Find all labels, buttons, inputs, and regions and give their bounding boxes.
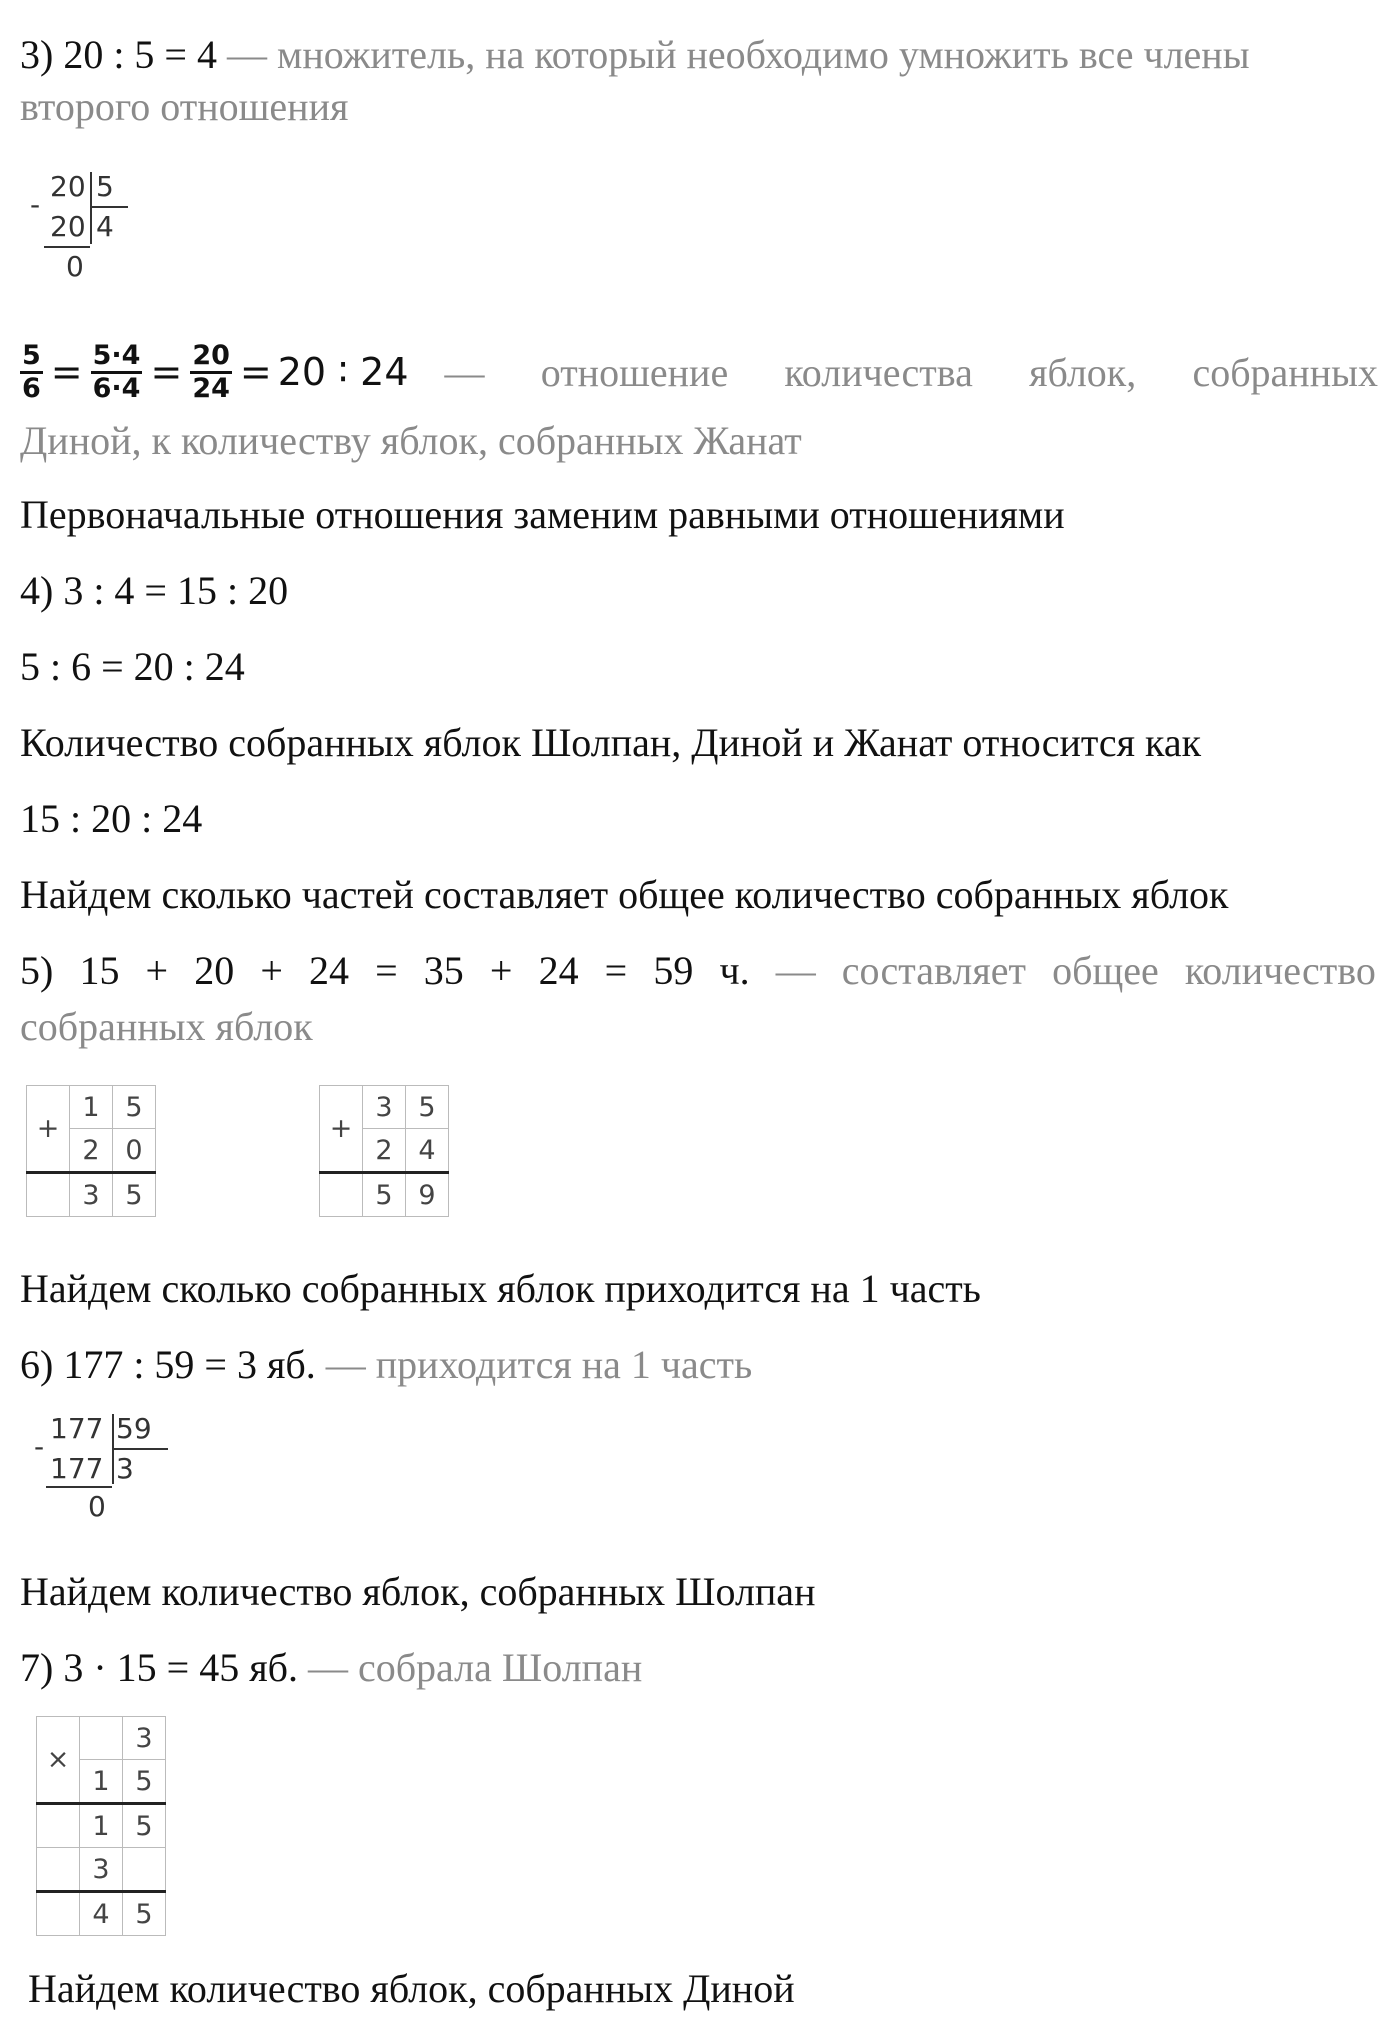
fraction-54-64: $\frac{5\cdot 4}{6\cdot 4}$ xyxy=(92,339,141,404)
div1-vertical-line xyxy=(90,172,92,244)
div2-result-line xyxy=(46,1486,112,1488)
div1-remainder: 0 xyxy=(66,250,84,283)
fraction-comment-cont: Диной, к количеству яблок, собранных Жанат xyxy=(20,418,802,463)
add2-operator: + xyxy=(320,1086,363,1173)
div2-divisor: 59 xyxy=(116,1412,152,1445)
div1-result-line xyxy=(44,246,90,248)
fraction-comment: — отношение количества яблок, собранных xyxy=(444,349,1378,395)
div1-quotient: 4 xyxy=(96,210,114,243)
paragraph-replace: Первоначальные отношения заменим равными отношениями xyxy=(20,492,1065,537)
step3-comment-cont: второго отношения xyxy=(20,84,349,129)
add1-operator: + xyxy=(27,1086,70,1173)
addition-35-24: + 3 5 2 4 5 9 xyxy=(319,1085,449,1217)
long-division-177-59 xyxy=(34,1412,174,1532)
ratio-result: 20 ∶ 24 xyxy=(277,350,409,394)
multiplication-3-15: × 3 1 5 1 5 3 4 5 xyxy=(36,1716,166,1936)
paragraph-dina: Найдем количество яблок, собранных Диной xyxy=(28,1966,795,2011)
step3-math: 3) 20 : 5 = 4 xyxy=(20,32,217,77)
step3-line xyxy=(20,28,1250,82)
paragraph-one-part: Найдем сколько собранных яблок приходится на 1 часть xyxy=(20,1266,981,1311)
div1-minus: - xyxy=(30,188,41,221)
paragraph-sholpan: Найдем количество яблок, собранных Шолпан xyxy=(20,1569,816,1614)
div2-quotient: 3 xyxy=(116,1452,134,1485)
div2-divisor-line xyxy=(112,1448,168,1450)
div2-remainder: 0 xyxy=(88,1490,106,1523)
step4-line2: 5 : 6 = 20 : 24 xyxy=(20,644,245,689)
step3-comment: — множитель, на который необходимо умножить все члены xyxy=(217,32,1250,77)
step4-line1: 4) 3 : 4 = 15 : 20 xyxy=(20,568,289,613)
div1-dividend: 20 xyxy=(50,170,86,203)
paragraph-ratio: Количество собранных яблок Шолпан, Диной и Жанат относится как xyxy=(20,720,1202,765)
paragraph-parts: Найдем сколько частей составляет общее количество собранных яблок xyxy=(20,872,1229,917)
div2-minus: - xyxy=(34,1430,45,1463)
long-division-20-5 xyxy=(30,168,130,288)
mult-operator: × xyxy=(37,1717,80,1804)
fraction-20-24: $\frac{20}{24}$ xyxy=(192,339,230,404)
step5-comment-cont: собранных яблок xyxy=(20,1004,313,1049)
div1-divisor: 5 xyxy=(96,170,114,203)
div2-dividend: 177 xyxy=(50,1412,104,1445)
step5-line: 5) 15 + 20 + 24 = 35 + 24 = 59 ч. — составляет общее количество xyxy=(20,948,1376,993)
ratio-value: 15 : 20 : 24 xyxy=(20,796,203,841)
div2-subtrahend: 177 xyxy=(50,1452,104,1485)
fraction-5-6: $\frac{5}{6}$ xyxy=(22,339,41,404)
div1-subtrahend: 20 xyxy=(50,210,86,243)
step6-line: 6) 177 : 59 = 3 яб. — приходится на 1 часть xyxy=(20,1342,753,1387)
fraction-line: $\frac{5}{6}$ = $\frac{5\cdot 4}{6\cdot 4}$ = $\frac{20}{24}$ = 20 ∶ 24 — отношение количества яблок, собранных xyxy=(22,339,1378,404)
div1-divisor-line xyxy=(90,206,128,208)
step7-line: 7) 3 · 15 = 45 яб. — собрала Шолпан xyxy=(20,1645,643,1690)
addition-15-20: + 1 5 2 0 3 5 xyxy=(26,1085,156,1217)
